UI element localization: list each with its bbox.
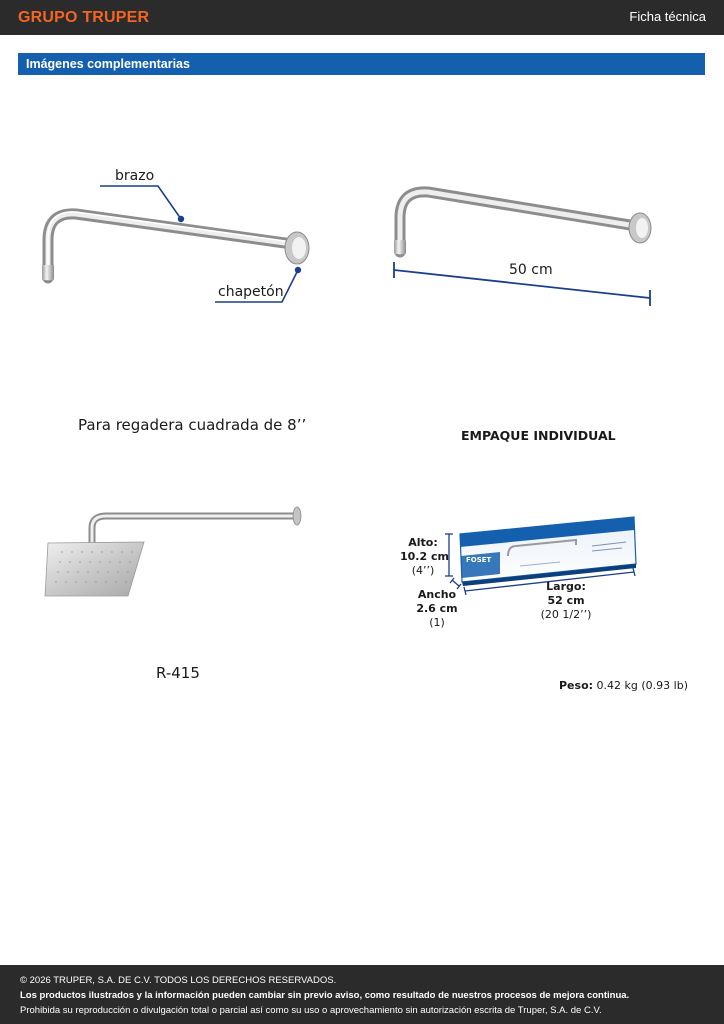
length-label: 50 cm — [509, 262, 553, 278]
footer — [0, 965, 724, 1024]
weight-label: Peso: — [559, 679, 594, 692]
shower-arm-with-head — [45, 507, 301, 596]
packaging-caption: EMPAQUE INDIVIDUAL — [461, 428, 616, 443]
document-type: Ficha técnica — [629, 9, 706, 24]
box-length-label: Largo: — [546, 580, 586, 593]
brand-logo: GRUPO TRUPER — [18, 9, 150, 26]
length-dimension — [540, 580, 592, 622]
footer-prohibition: Prohibida su reproducción o divulgación total o parcial así como su uso o aprovechamiento sin autorización escrita de Truper, S.A. de C.V. — [20, 1005, 602, 1016]
compatibility-caption: Para regadera cuadrada de 8’’ — [78, 416, 307, 434]
weight — [559, 679, 688, 692]
model-code: R-415 — [156, 664, 200, 682]
arm-label: brazo — [115, 168, 155, 184]
footer-notice: Los productos ilustrados y la información pueden cambiar sin previo aviso, como resultado de nuestros procesos de mejora continua. — [20, 990, 630, 1001]
section-title: Imágenes complementarias — [26, 57, 190, 71]
shower-arm-dimension — [394, 192, 651, 254]
footer-copyright: © 2026 TRUPER, S.A. DE C.V. TODOS LOS DERECHOS RESERVADOS. — [20, 975, 337, 986]
width-in: (1) — [429, 616, 445, 629]
height-in: (4’’) — [411, 564, 435, 577]
shower-arm-annotated — [42, 212, 309, 280]
box-length-cm: 52 cm — [547, 594, 585, 607]
box-length-in: (20 1/2’’) — [540, 608, 592, 621]
width-label: Ancho — [417, 588, 457, 601]
flange-label: chapetón — [218, 284, 284, 300]
weight-value: 0.42 kg (0.93 lb) — [596, 679, 688, 692]
box-brand: FOSET — [466, 556, 492, 564]
height-cm: 10.2 cm — [400, 550, 449, 563]
height-label: Alto: — [408, 536, 438, 549]
width-dimension — [412, 588, 462, 630]
width-cm: 2.6 cm — [416, 602, 458, 615]
height-dimension — [400, 536, 449, 578]
package-box — [460, 517, 636, 586]
